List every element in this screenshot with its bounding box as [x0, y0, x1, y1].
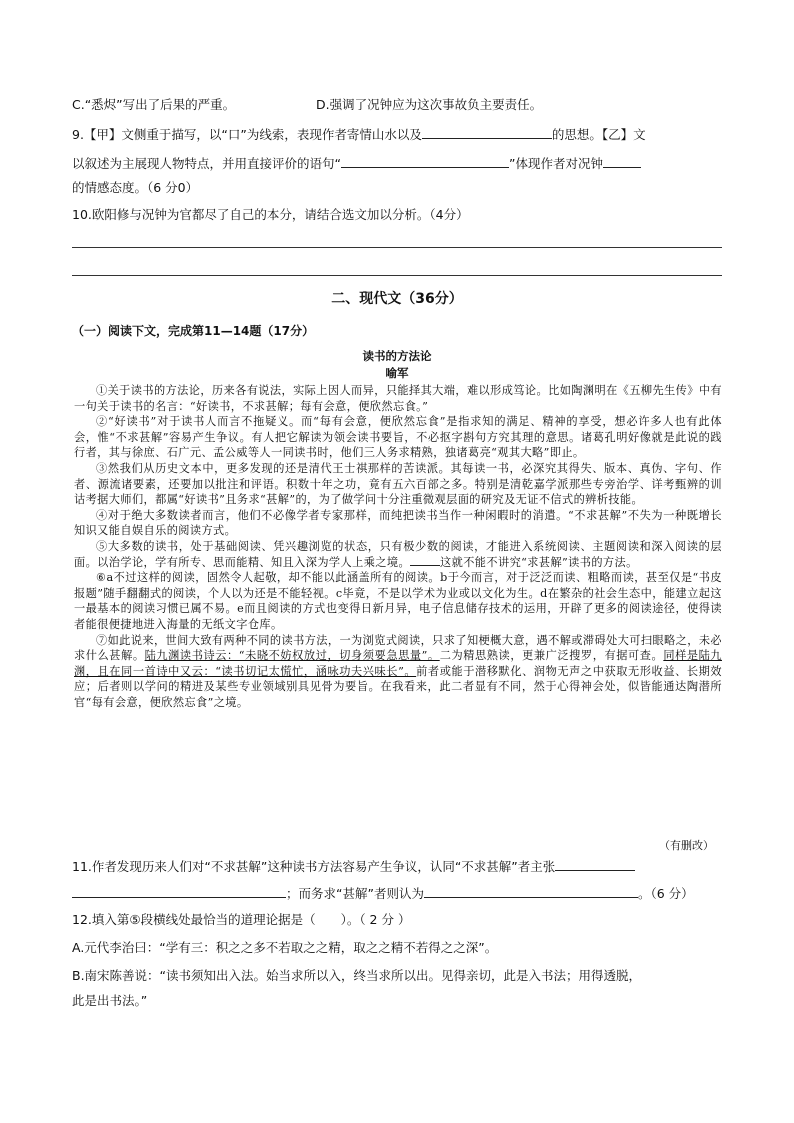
question-11-line-1 [72, 858, 722, 875]
question-9-text-b: 的思想。【乙】文 [551, 127, 646, 142]
answer-blank[interactable] [422, 126, 552, 139]
paragraph-5-text-b: 这就不能不讲究“求甚解”读书的方法。 [440, 555, 638, 569]
question-11-text-b: ；而务求“甚解”者则认为 [286, 886, 424, 901]
question-12: 12.填入第⑤段横线处最恰当的道理论据是（ ）。（ 2 分 ） [72, 912, 411, 927]
paragraph-5-text: ⑤大多数的读书，处于基础阅读、凭兴趣浏览的状态，只有极少数的阅读，才能进入系统阅读、主题阅读和深入阅读的层面。以治学论，学有所专、思而能精、知且入深为学人上乘之境。 [74, 539, 722, 569]
question-12-option-b-line-1: B.南宋陈善说：“读书须知出入法。始当求所以入，终当求所以出。见得亲切，此是入书法；用得透脱， [72, 968, 642, 983]
question-11-text-c: 。（6 分） [637, 886, 694, 901]
option-c-line [72, 97, 722, 113]
paragraph-2: ②“好读书”对于读书人而言不拖疑义。而“每有会意，便欣然忘食”是指求知的满足、精神的享受，想必许多人也有此体会，惟“不求甚解”容易产生争议。有人把它解读为领会读书要旨，不必抠字斟句方究其理的意思。诸葛孔明好像就是此说的践行者，其与徐庶、石广元、孟公威等人一同读书时，他们三人务求精熟，独诸葛亮“观其大略”即止。 [74, 415, 722, 460]
answer-blank[interactable] [424, 885, 638, 898]
paragraph-7 [74, 633, 722, 711]
underlined-quote-1: 陆九渊读书诗云：“未晓不妨权放过，切身须要急思量”。 [144, 649, 440, 663]
fill-blank[interactable] [410, 555, 440, 566]
article-author: 喻军 [385, 366, 409, 380]
answer-line[interactable] [72, 247, 722, 248]
paragraph-7-text-b: 二为精思熟读，更兼广泛搜罗，有据可查。 [439, 649, 664, 663]
answer-blank[interactable] [555, 858, 635, 871]
question-9-line-3: 的情感态度。（6 分0） [72, 180, 199, 195]
answer-blank[interactable] [341, 155, 509, 168]
section-title: 二、现代文（36分） [331, 291, 463, 307]
question-9-text-c: 以叙述为主展现人物特点，并用直接评价的语句“ [72, 156, 341, 171]
question-10: 10.欧阳修与况钟为官都尽了自己的本分，请结合选文加以分析。（4分） [72, 207, 469, 222]
paragraph-4: ④对于绝大多数读者而言，他们不必像学者专家那样，而纯把读书当作一种闲暇时的消遣。“不求甚解”不失为一种既增长知识又能自娱自乐的阅读方式。 [74, 508, 722, 538]
answer-line[interactable] [72, 275, 722, 276]
question-11-line-2 [72, 885, 722, 902]
underlined-quote-2: 同样是陆九渊，且在同一首诗中又云：“读书切记太慌忙，涵咏功夫兴味长”。 [74, 649, 722, 678]
answer-blank[interactable] [72, 885, 286, 898]
option-d: D.强调了况钟应为这次事故负主要责任。 [316, 97, 543, 112]
paragraph-7-text-c: 前者或能于潜移默化、润物无声之中获取无形收益、长期效应；后者则以学问的精进及某些专业领域别具见骨为要旨。在我看来，此二者显有不同，然于心得神会处，似皆能通达陶潜所官“每有会意，便欣然忘食”之境。 [74, 664, 722, 709]
paragraph-6: ⑥a不过这样的阅读，固然令人起敬，却不能以此涵盖所有的阅读。b于今而言，对于泛泛而读、粗略而读，甚至仅是“书皮报题”随手翻翻式的阅读，个人以为还是不能轻视。c毕竟，不是以学术为业或以文化为生。d在繁杂的社会生态中，能建立起这一最基本的阅读习惯已属不易。e而且阅读的方式也变得日新月异，电子信息储存技术的运用，开辟了更多的阅读途径，使得读者能很便捷地进入海量的无纸文字仓库。 [74, 571, 722, 631]
question-9-line-1 [72, 126, 722, 143]
question-9-text-a: 9.【甲】文侧重于描写，以“口”为线索，表现作者寄情山水以及 [72, 127, 422, 142]
article-body [74, 383, 722, 710]
option-c: C.“悉烬”写出了后果的严重。 [72, 97, 236, 112]
answer-blank[interactable] [603, 155, 641, 168]
paragraph-5 [74, 539, 722, 570]
paragraph-3: ③然我们从历史文本中，更多发现的还是清代王士祺那样的苦读派。其每读一书，必深究其得失、版本、真伪、字句、作者、源流诸要素，还要加以批注和评语。积数十年之功，竟有五六百部之多。特别是清乾嘉学派那些专旁治学、详考甄辨的训诂考据大师们，都属“好读书”且务求“甚解”的，为了做学问十分注重微观层面的研究及无证不信式的辨析技能。 [74, 461, 722, 507]
question-11-text-a: 11.作者发现历来人们对“不求甚解”这种读书方法容易产生争议，认同“不求甚解”者主张 [72, 859, 556, 874]
question-9-text-d: ”体现作者对况钟 [508, 156, 603, 171]
article-title: 读书的方法论 [362, 349, 432, 363]
question-12-option-a: A.元代李治曰：“学有三：积之之多不若取之之精，取之之精不若得之之深”。 [72, 940, 498, 955]
question-12-option-b-line-2: 此是出书法。” [72, 993, 148, 1008]
source-note: （有删改） [659, 839, 714, 852]
paragraph-1: ①关于读书的方法论，历来各有说法，实际上因人而异，只能择其大端，难以形成笃论。比如陶渊明在《五柳先生传》中有一句关于读书的名言：“好读书，不求甚解；每有会意，便欣然忘食。” [74, 384, 722, 413]
section-subhead: （一）阅读下文，完成第11—14题（17分） [72, 324, 315, 338]
paragraph-7-text-a: ⑦如此说来，世间大致有两种不同的读书方法，一为浏览式阅读，只求了知梗概大意，遇不解或滞碍处大可扫眼略之，未必求什么甚解。 [74, 633, 722, 663]
question-9-line-2 [72, 155, 722, 172]
